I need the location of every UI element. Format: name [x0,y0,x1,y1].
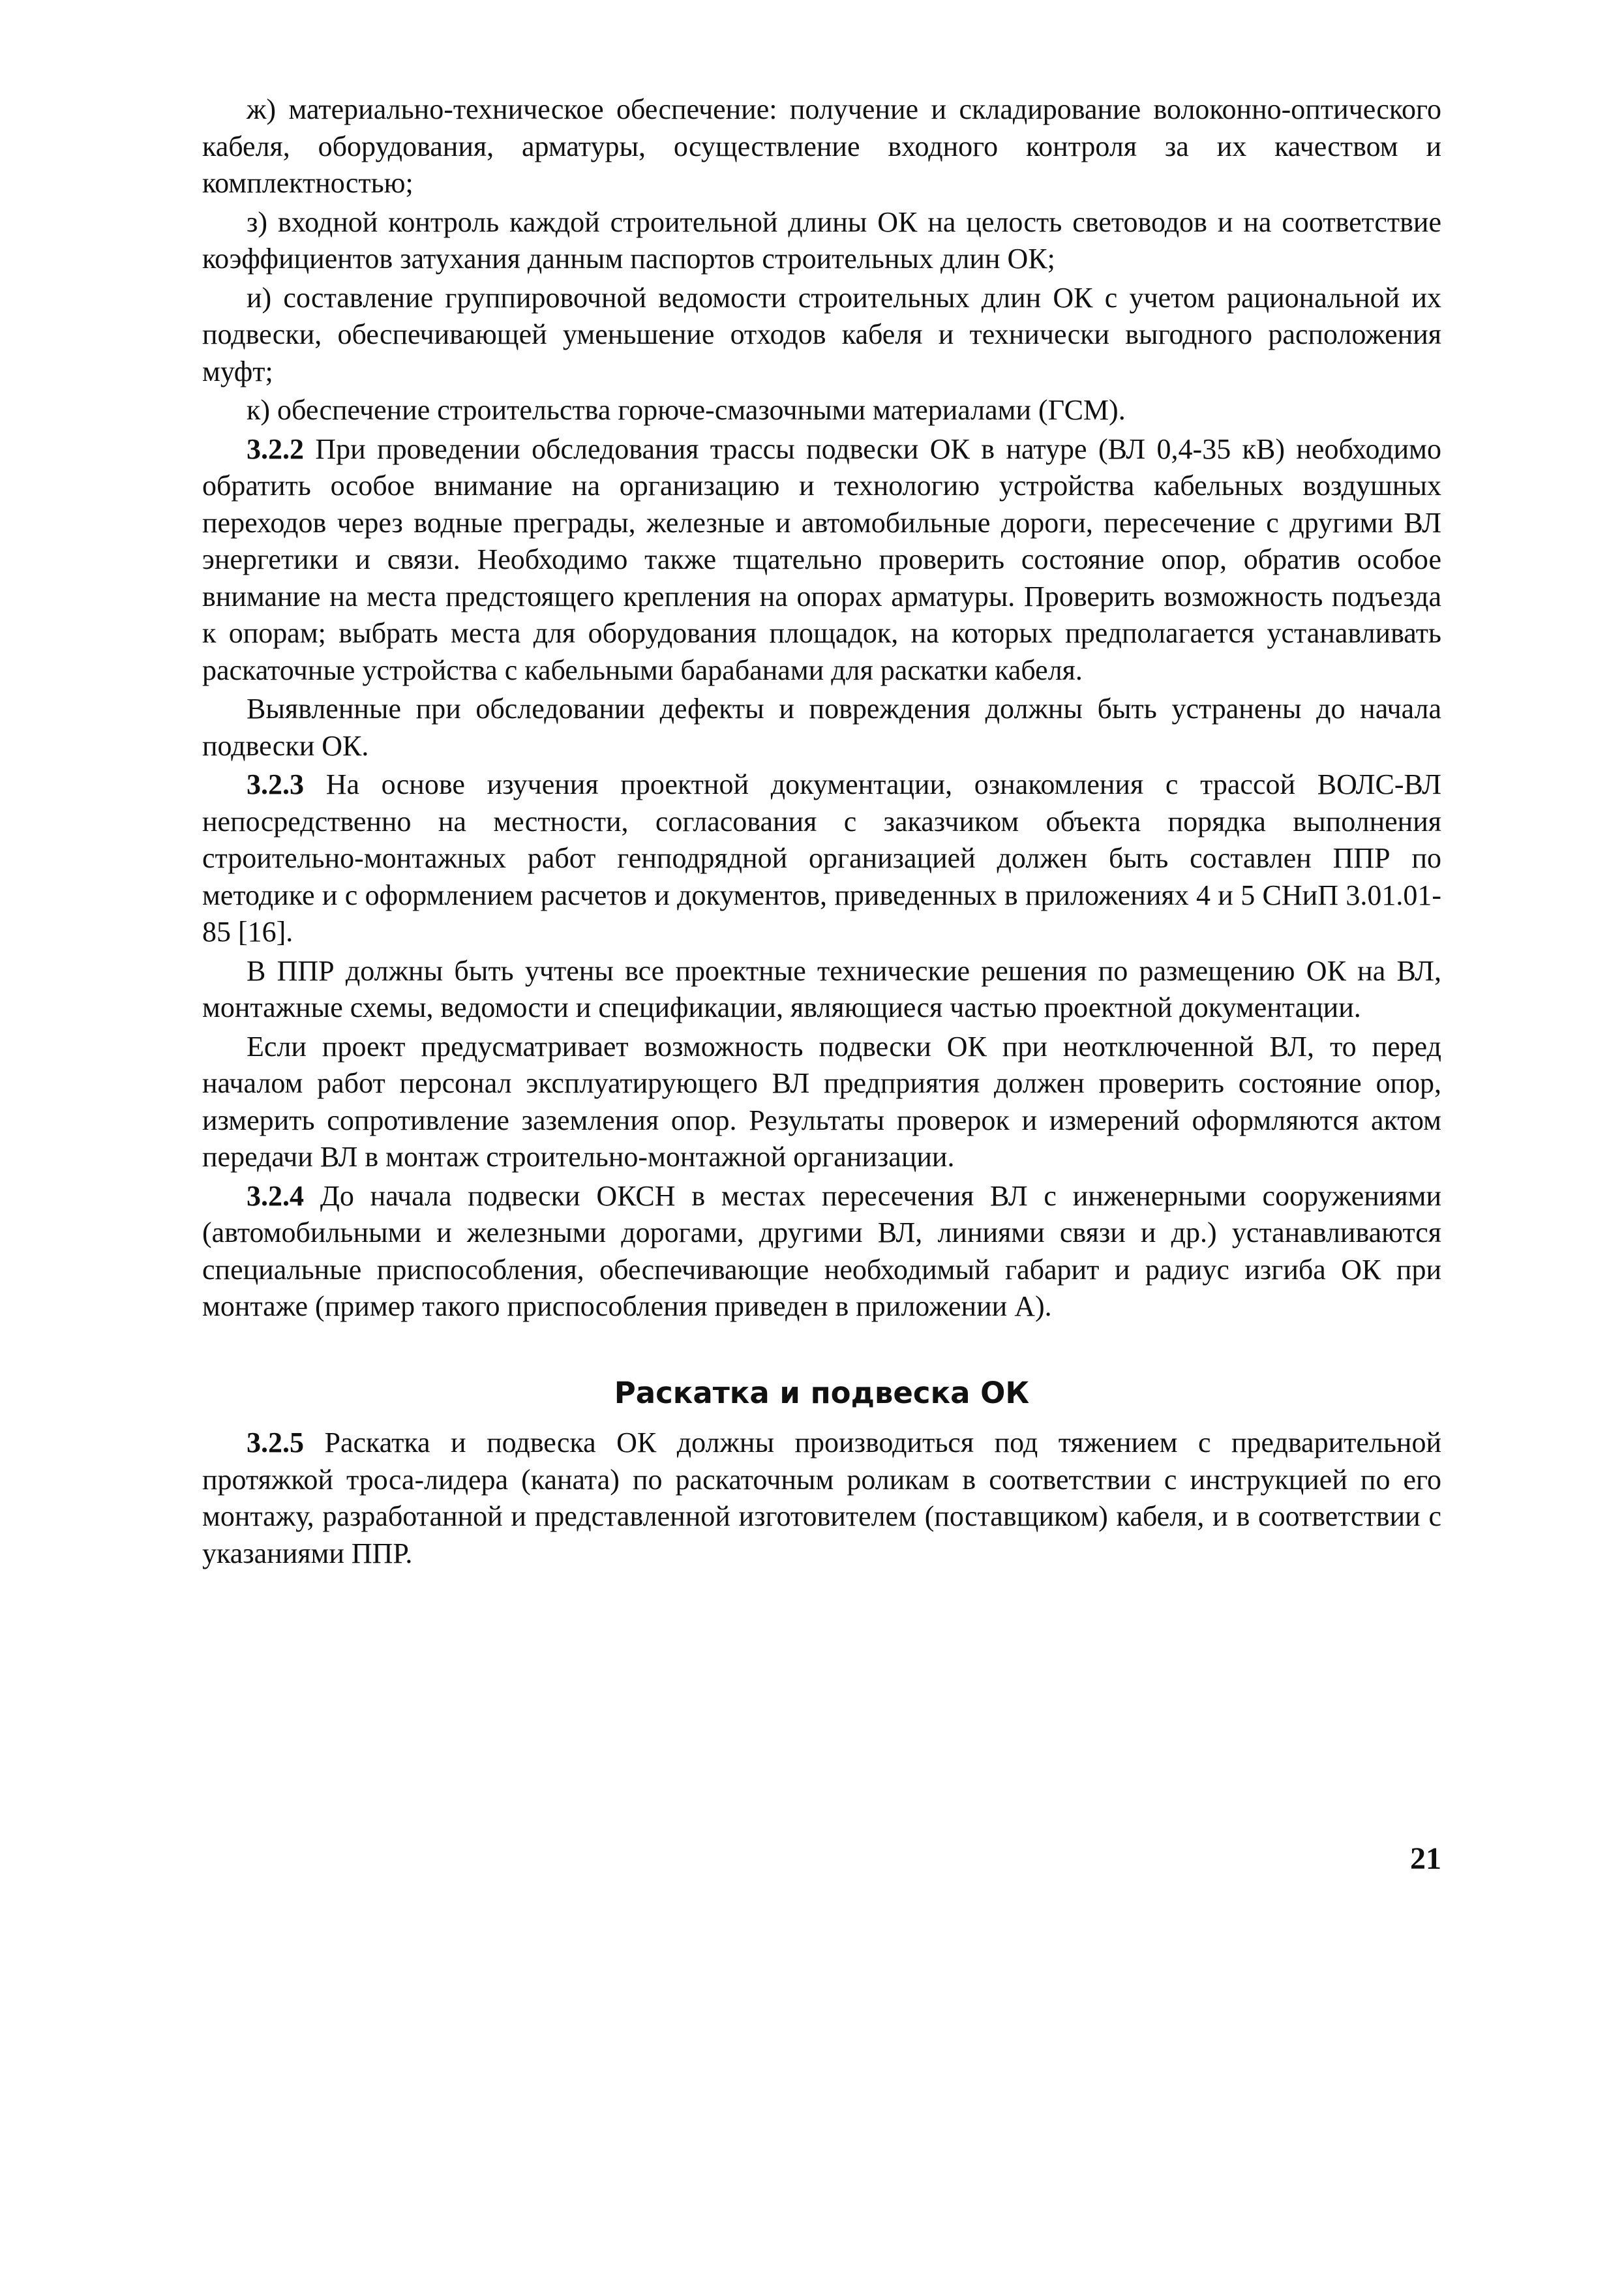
paragraph-3-2-4 [202,1178,1441,1325]
clause-number: 3.2.4 [247,1179,304,1212]
paragraph-3-2-2 [202,431,1441,689]
list-item-i: и) составление группировочной ведомости строительных длин ОК с учетом рациональной их подвески, обеспечивающей уменьшение отходов кабеля и технически выгодного расположения муфт; [202,281,1441,387]
clause-number: 3.2.5 [247,1427,304,1458]
clause-number: 3.2.2 [247,432,304,465]
body-text [202,91,1441,1574]
paragraph-3-2-5 [202,1425,1441,1572]
list-item-k: к) обеспечение строительства горюче-смазочными материалами (ГСМ). [247,394,1126,426]
paragraph-defects: Выявленные при обследовании дефекты и повреждения должны быть устранены до начала подвески ОК. [202,693,1441,762]
paragraph-ppr: В ППР должны быть учтены все проектные технические решения по размещению ОК на ВЛ, монтажные схемы, ведомости и спецификации, являющиеся частью проектной документации. [202,954,1441,1023]
paragraph-3-2-3 [202,766,1441,951]
paragraph-if-project: Если проект предусматривает возможность подвески ОК при неотключенной ВЛ, то перед началом работ персонал эксплуатирующего ВЛ предприятия должен проверить состояние опор, измерить сопротивление заземления опор. Результаты проверок и измерений оформляются актом передачи ВЛ в монтаж строительно-монтажной организации. [202,1030,1441,1173]
clause-text: При проведении обследования трассы подвески ОК в натуре (ВЛ 0,4-35 кВ) необходимо обратить особое внимание на организацию и технологию устройства кабельных воздушных переходов через водные преграды, железные и автомобильные дороги, пересечение с другими ВЛ энергетики и связи. Необходимо также тщательно проверить состояние опор, обратив особое внимание на места предстоящего крепления на опорах арматуры. Проверить возможность подъезда к опорам; выбрать места для оборудования площадок, на которых предполагается устанавливать раскаточные устройства с кабельными барабанами для раскатки кабеля. [202,432,1441,686]
clause-text: На основе изучения проектной документации, ознакомления с трассой ВОЛС-ВЛ непосредственно на местности, согласования с заказчиком объекта порядка выполнения строительно-монтажных работ генподрядной организацией должен быть составлен ППР по методике и с оформлением расчетов и документов, приведенных в приложениях 4 и 5 СНиП 3.01.01-85 [16]. [202,768,1441,948]
page-number: 21 [1410,1841,1441,1876]
list-item-zh: ж) материально-техническое обеспечение: получение и складирование волоконно-оптического кабеля, оборудования, арматуры, осуществление входного контроля за их качеством и комплектностью; [202,93,1441,199]
section-heading: Раскатка и подвеска ОК [614,1375,1030,1410]
list-item-z: з) входной контроль каждой строительной длины ОК на целость световодов и на соответствие коэффициентов затухания данным паспортов строительных длин ОК; [202,205,1441,275]
clause-text: До начала подвески ОКСН в местах пересечения ВЛ с инженерными сооружениями (автомобильными и железными дорогами, другими ВЛ, линиями связи и др.) устанавливаются специальные приспособления, обеспечивающие необходимый габарит и радиус изгиба ОК при монтаже (пример такого приспособления приведен в приложении А). [202,1179,1441,1322]
clause-text: Раскатка и подвеска ОК должны производиться под тяжением с предварительной протяжкой троса-лидера (каната) по раскаточным роликам в соответствии с инструкцией по его монтажу, разработанной и представленной изготовителем (поставщиком) кабеля, и в соответствии с указаниями ППР. [202,1427,1441,1569]
clause-number: 3.2.3 [247,768,304,800]
